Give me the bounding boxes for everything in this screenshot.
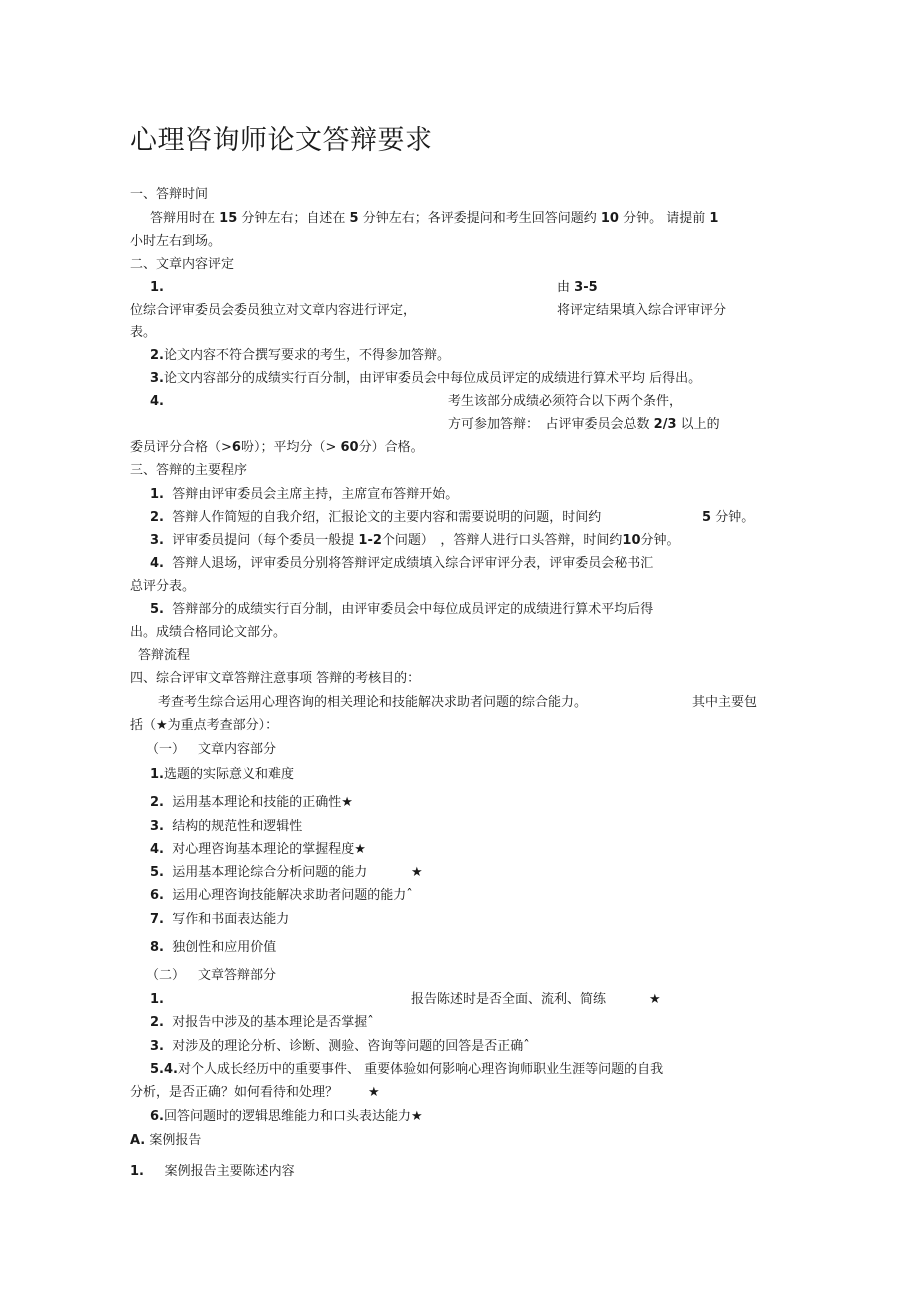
part-a-item-6: 6. 运用心理咨询技能解决求助者问题的能力ˆ: [150, 888, 413, 903]
s4-paragraph-right: 其中主要包: [692, 695, 758, 710]
s3-step-3: 3. 评审委员提问（每个委员一般提 1-2个问题） ，答辩人进行口头答辩，时间约10分钟。: [150, 533, 680, 548]
s2-item-1-right: 由 3-5: [557, 280, 598, 295]
s2-item-1-line2-right: 将评定结果填入综合评审评分: [557, 303, 727, 318]
part-a-title: 文章内容部分: [198, 742, 277, 757]
s2-item-4-line3: 委员评分合格（>6吩）；平均分（> 60分）合格。: [130, 440, 424, 455]
part-a-item-8: 8. 独创性和应用价值: [150, 940, 277, 955]
part-b-title: 文章答辩部分: [198, 968, 277, 983]
part-a-item-7: 7. 写作和书面表达能力: [150, 912, 290, 927]
s4-paragraph-line2: 括（★为重点考查部分）：: [130, 718, 279, 733]
case-report-item-1: 1. 案例报告主要陈述内容: [130, 1164, 295, 1179]
part-b-item-1-text: 报告陈述时是否全面、流利、简练: [411, 992, 607, 1007]
s2-item-1-number: 1.: [150, 280, 164, 295]
part-b-item-6: 6.回答问题时的逻辑思维能力和口头表达能力★: [150, 1109, 423, 1124]
part-b-item-54-star: ★: [368, 1085, 380, 1100]
part-b-item-1-star: ★: [649, 992, 661, 1007]
s3-step-2-tail: 5 分钟。: [702, 510, 755, 525]
case-report-heading: A. 案例报告: [130, 1133, 202, 1148]
s3-step-4: 4. 答辩人退场，评审委员分别将答辩评定成绩填入综合评审评分表，评审委员会秘书汇: [150, 556, 654, 571]
part-a-item-3: 3. 结构的规范性和逻辑性: [150, 819, 303, 834]
s2-item-1-line3: 表。: [130, 325, 157, 340]
part-b-item-3: 3. 对涉及的理论分析、诊断、测验、咨询等问题的回答是否正确ˆ: [150, 1039, 530, 1054]
s3-step-1: 1. 答辩由评审委员会主席主持，主席宣布答辩开始。: [150, 487, 459, 502]
s3-flow-label: 答辩流程: [138, 648, 191, 663]
section-1-paragraph-cont: 小时左右到场。: [130, 234, 222, 249]
section-2-heading: 二、文章内容评定: [130, 257, 235, 272]
s3-step-2: 2. 答辩人作简短的自我介绍，汇报论文的主要内容和需要说明的问题，时间约: [150, 510, 602, 525]
s2-item-1-line2: 位综合评审委员会委员独立对文章内容进行评定，: [130, 303, 417, 318]
part-b-item-1-number: 1.: [150, 992, 164, 1007]
page-title: 心理咨询师论文答辩要求: [130, 125, 433, 156]
part-a-item-2: 2. 运用基本理论和技能的正确性★: [150, 795, 353, 810]
section-1-heading: 一、答辩时间: [130, 187, 209, 202]
part-b-item-54: 5.4.对个人成长经历中的重要事件、 重要体验如何影响心理咨询师职业生涯等问题的自我: [150, 1062, 664, 1077]
part-a-item-5: 5. 运用基本理论综合分析问题的能力: [150, 865, 368, 880]
section-4-heading: 四、综合评审文章答辩注意事项 答辩的考核目的：: [130, 671, 421, 686]
section-3-heading: 三、答辩的主要程序: [130, 463, 248, 478]
part-a-item-4: 4. 对心理咨询基本理论的掌握程度★: [150, 842, 366, 857]
part-a-item-1: 1.选题的实际意义和难度: [150, 767, 294, 782]
part-b-label: （二）: [146, 968, 186, 983]
part-a-item-5-star: ★: [411, 865, 423, 880]
s2-item-4-number: 4.: [150, 394, 164, 409]
part-b-item-2: 2. 对报告中涉及的基本理论是否掌握ˆ: [150, 1015, 374, 1030]
s4-paragraph: 考查考生综合运用心理咨询的相关理论和技能解决求助者问题的综合能力。: [158, 695, 588, 710]
part-b-item-54-line2: 分析，是否正确？如何看待和处理？: [130, 1085, 339, 1100]
section-1-paragraph: 答辩用时在 15 分钟左右；自述在 5 分钟左右；各评委提问和考生回答问题约 10 分钟。 请提前 1: [150, 211, 719, 226]
s2-item-4-right: 考生该部分成绩必须符合以下两个条件，: [448, 394, 683, 409]
s2-item-2: 2.论文内容不符合撰写要求的考生，不得参加答辩。: [150, 348, 450, 363]
s3-step-4-line2: 总评分表。: [130, 579, 196, 594]
s2-item-3: 3.论文内容部分的成绩实行百分制，由评审委员会中每位成员评定的成绩进行算术平均 后得出。: [150, 371, 702, 386]
part-a-label: （一）: [146, 742, 186, 757]
s3-step-5-line2: 出。成绩合格同论文部分。: [130, 625, 287, 640]
s3-step-5: 5. 答辩部分的成绩实行百分制，由评审委员会中每位成员评定的成绩进行算术平均后得: [150, 602, 654, 617]
s2-item-4-right-2: 方可参加答辩： 占评审委员会总数 2/3 以上的: [448, 417, 720, 432]
